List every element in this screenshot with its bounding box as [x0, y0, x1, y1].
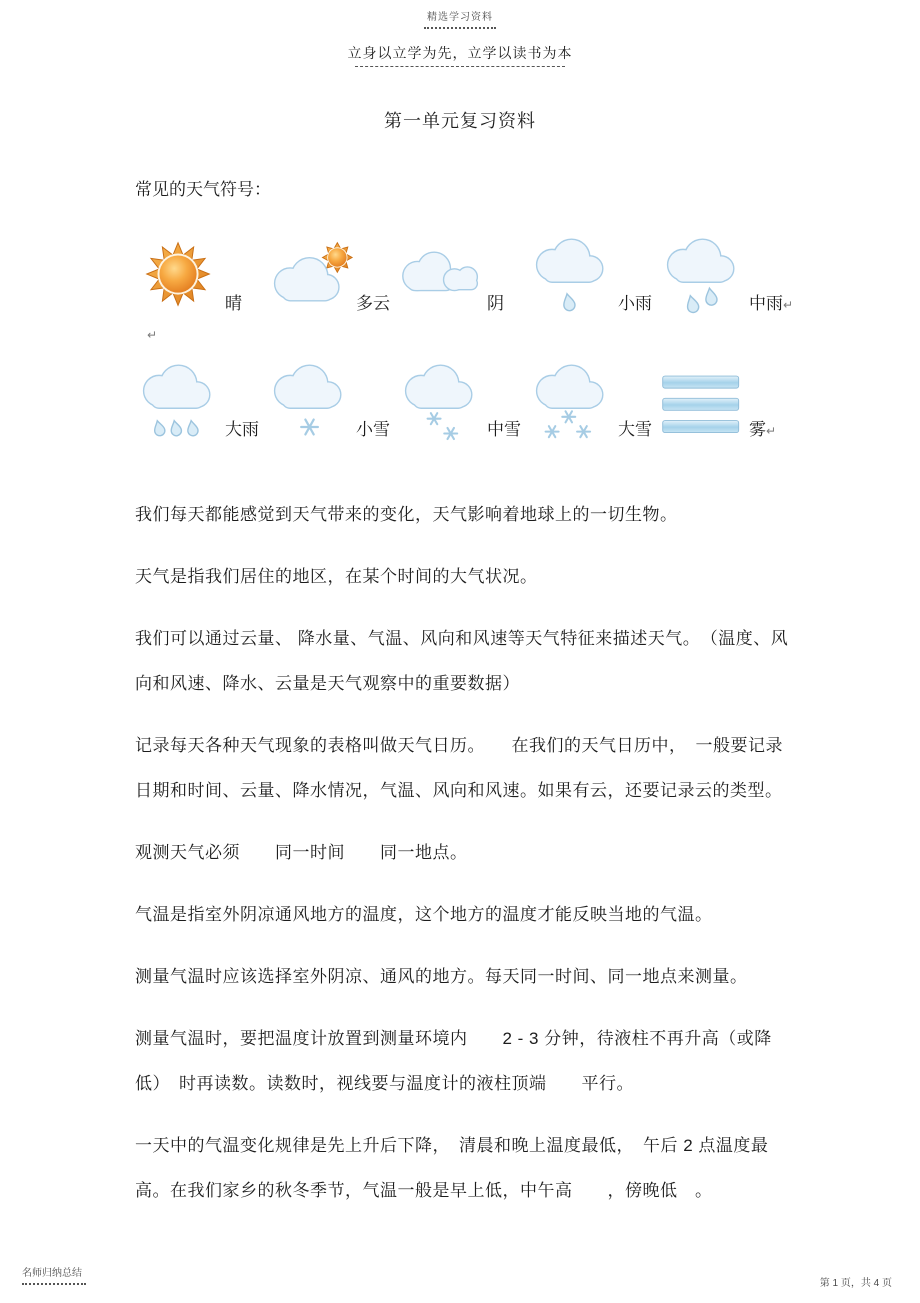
paragraph-weather-features: 我们可以通过云量、 降水量、气温、风向和风速等天气特征来描述天气。 （温度、风向和风速、降水、云量是天气观察中的重要数据） [135, 629, 789, 693]
paragraph-mark-icon: ↵ [147, 328, 158, 342]
document-body [135, 175, 792, 1213]
weather-item-moderate-rain [659, 226, 794, 322]
overcast-icon [397, 230, 485, 322]
header-watermark-underline [424, 27, 496, 29]
weather-label: 小雨 [618, 294, 652, 313]
weather-item-sunny [135, 226, 266, 322]
paragraph-thermometer-reading: 测量气温时，要把温度计放置到测量环境内 2 - 3 分钟，待液柱不再升高（或降低） 时再读数。读数时，视线要与温度计的液柱顶端 平行。 [135, 1029, 772, 1093]
weather-label: 阴 [487, 294, 504, 313]
light-snow-icon [266, 356, 354, 448]
paragraph-weather-changes: 我们每天都能感觉到天气带来的变化，天气影响着地球上的一切生物。 [135, 505, 678, 524]
footer-note [22, 1264, 86, 1285]
page-header [0, 0, 920, 67]
body-paragraphs [135, 492, 792, 1213]
weather-item-light-rain [528, 226, 659, 322]
paragraph-temperature-definition: 气温是指室外阴凉通风地方的温度，这个地方的温度才能反映当地的气温。 [135, 905, 713, 924]
weather-item-overcast [397, 226, 528, 322]
paragraph-observation-rules: 观测天气必须 同一时间 同一地点。 [135, 843, 468, 862]
footer-note-underline [22, 1283, 86, 1285]
heavy-snow-icon [528, 356, 616, 448]
weather-item-light-snow [266, 352, 397, 448]
weather-symbols-row-1 [135, 226, 792, 322]
footer-note-text: 名师归纳总结 [22, 1268, 82, 1279]
weather-label: 大雪 [618, 420, 652, 439]
paragraph-weather-definition: 天气是指我们居住的地区，在某个时间的大气状况。 [135, 567, 538, 586]
sunny-icon [135, 230, 223, 322]
weather-label: 中雪 [487, 420, 521, 439]
page-number: 第 1 页，共 4 页 [819, 1278, 892, 1289]
weather-label: 中雨↵ [749, 294, 794, 313]
heavy-rain-icon [135, 356, 223, 448]
weather-item-partly-cloudy [266, 226, 397, 322]
weather-label: 大雨 [225, 420, 259, 439]
header-motto: 立身以立学为先，立学以读书为本 [347, 45, 573, 61]
moderate-rain-icon [659, 230, 747, 322]
weather-item-heavy-rain [135, 352, 266, 448]
weather-label: 多云 [356, 294, 390, 313]
weather-item-moderate-snow [397, 352, 528, 448]
paragraph-mark-icon: ↵ [783, 298, 794, 312]
fog-icon [659, 356, 747, 448]
weather-label: 雾↵ [749, 420, 777, 439]
light-rain-icon [528, 230, 616, 322]
weather-item-heavy-snow [528, 352, 659, 448]
partly-cloudy-icon [266, 230, 354, 322]
weather-label: 小雪 [356, 420, 390, 439]
weather-symbols-heading: 常见的天气符号： [135, 180, 271, 199]
page-title: 第一单元复习资料 [384, 111, 536, 131]
paragraph-measuring-location: 测量气温时应该选择室外阴凉、通风的地方。每天同一时间、同一地点来测量。 [135, 967, 748, 986]
weather-label: 晴 [225, 294, 242, 313]
header-watermark: 精选学习资料 [427, 12, 493, 23]
weather-symbols-row-2 [135, 352, 792, 448]
moderate-snow-icon [397, 356, 485, 448]
paragraph-weather-calendar: 记录每天各种天气现象的表格叫做天气日历。 在我们的天气日历中， 一般要记录日期和时间、云量、降水情况，气温、风向和风速。如果有云，还要记录云的类型。 [135, 736, 783, 800]
paragraph-daily-temperature-pattern: 一天中的气温变化规律是先上升后下降， 清晨和晚上温度最低， 午后 2 点温度最高。在我们家乡的秋冬季节，气温一般是早上低，中午高 ，傍晚低 。 [135, 1136, 769, 1200]
header-motto-underline [355, 66, 565, 67]
weather-item-fog [659, 352, 790, 448]
paragraph-mark-line [135, 326, 792, 352]
paragraph-mark-icon: ↵ [766, 424, 777, 438]
